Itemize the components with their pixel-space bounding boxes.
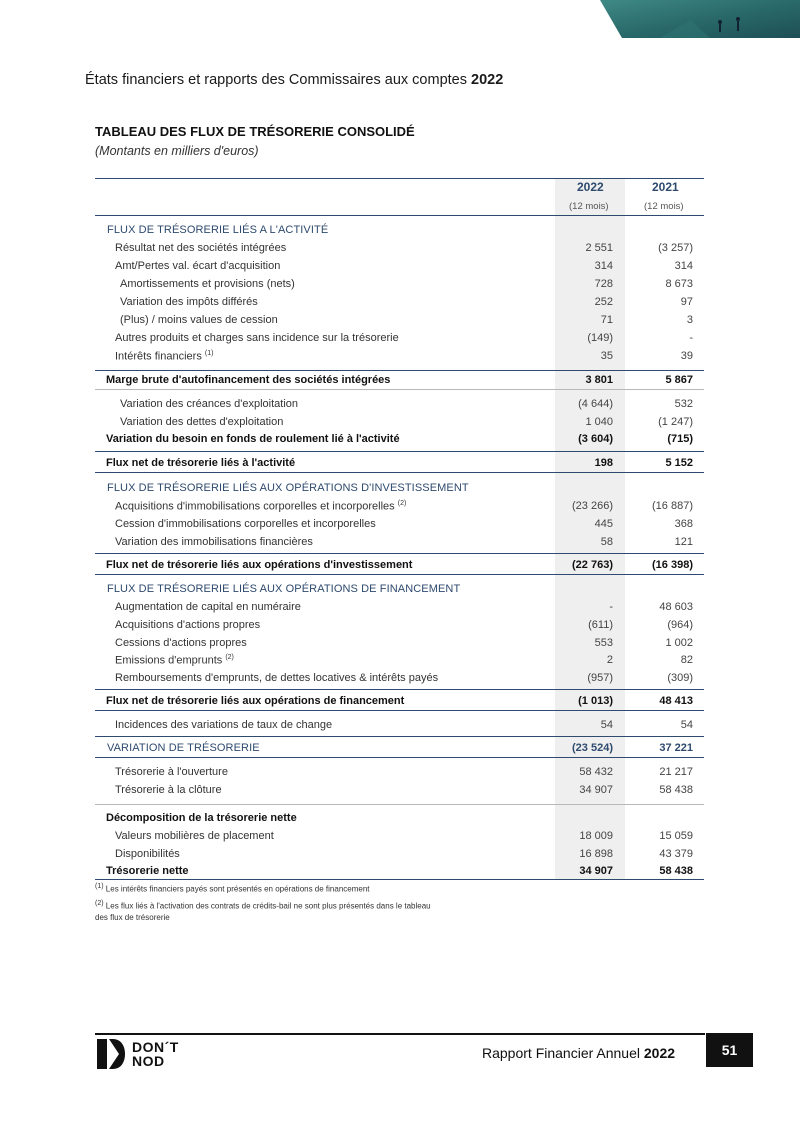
row-label: Disponibilités [115,848,180,860]
value-2022: (957) [587,672,613,684]
table-row [95,846,704,864]
column-year-2022: 2022 [577,180,604,194]
row-label: FLUX DE TRÉSORERIE LIÉS A L'ACTIVITÉ [107,224,329,236]
table-row [95,581,704,599]
table-row [95,348,704,366]
column-period-2022: (12 mois) [569,201,609,212]
row-label: Variation des dettes d'exploitation [120,416,284,428]
row-label: Flux net de trésorerie liés à l'activité [106,457,296,469]
table-row [95,670,704,688]
value-2022: 71 [600,314,613,326]
table-row [95,455,704,473]
column-year-2021: 2021 [652,180,679,194]
table-row [95,372,704,390]
table-row [95,599,704,617]
table-rule [95,370,704,371]
table-row [95,294,704,312]
value-2022: 35 [600,350,613,362]
footnote-2: $^{(2)}$ Les flux liés à l'activation des contrats de crédits-bail ne sont plus présentés dans le tableau des flux de trésorerie [95,900,431,922]
value-2021: 58 438 [659,865,693,877]
table-rule [95,178,704,179]
value-2021: 97 [680,296,693,308]
table-rule [95,215,704,216]
value-2021: (715) [667,433,693,445]
value-2021: 39 [680,350,693,362]
table-rule [95,710,704,711]
table-row [95,652,704,670]
row-label: Trésorerie à l'ouverture [115,766,228,778]
row-label: Augmentation de capital en numéraire [115,601,301,613]
table-row [95,498,704,516]
value-2021: 15 059 [659,830,693,842]
page-number: 51 [706,1033,753,1067]
value-2022: 252 [594,296,613,308]
table-rule [95,689,704,690]
value-2021: 21 217 [659,766,693,778]
table-row [95,240,704,258]
value-2022: 16 898 [579,848,613,860]
table-row [95,414,704,432]
value-2021: (3 257) [658,242,693,254]
table-row [95,740,704,758]
value-2022: 54 [600,719,613,731]
table-row [95,810,704,828]
value-2022: (22 763) [572,559,613,571]
header-year: 2022 [471,72,504,88]
row-label: Amt/Pertes val. écart d'acquisition [115,260,281,272]
table-row [95,635,704,653]
row-label: VARIATION DE TRÉSORERIE [107,742,260,754]
value-2021: 37 221 [659,742,693,754]
row-label: Marge brute d'autofinancement des sociétés intégrées [106,374,391,386]
value-2022: 1 040 [585,416,613,428]
row-label: Trésorerie à la clôture [115,784,222,796]
table-row [95,258,704,276]
table-rule [95,472,704,473]
value-2021: (1 247) [658,416,693,428]
row-label: Intérêts financiers $^{(1)}$ [115,350,214,363]
table-rule [95,451,704,452]
value-2021: 121 [674,536,693,548]
table-row [95,717,704,735]
value-2022: 2 [606,654,613,666]
row-label: Variation des immobilisations financières [115,536,313,548]
table-rule [95,574,704,575]
table-row [95,557,704,575]
value-2022: 553 [594,637,613,649]
document-header [85,72,503,88]
table-row [95,312,704,330]
table-row [95,782,704,800]
value-2022: (23 524) [572,742,613,754]
table-row [95,693,704,711]
table-row [95,828,704,846]
value-2021: 82 [680,654,693,666]
value-2021: 48 603 [659,601,693,613]
row-label: Emissions d'emprunts $^{(2)}$ [115,654,234,667]
value-2022: - [609,601,613,613]
row-label: Acquisitions d'immobilisations corporelles et incorporelles $^{(2)}$ [115,500,407,513]
row-label: Acquisitions d'actions propres [115,619,261,631]
header-corner-image [600,0,800,38]
value-2021: (16 887) [652,500,693,512]
row-label: Cessions d'actions propres [115,637,247,649]
value-2021: 54 [680,719,693,731]
table-row [95,330,704,348]
value-2021: (16 398) [652,559,693,571]
value-2022: (149) [587,332,613,344]
value-2021: - [689,332,693,344]
footnote-1: $^{(1)}$ Les intérêts financiers payés sont présentés en opérations de financement [95,883,370,894]
row-label: Flux net de trésorerie liés aux opérations d'investissement [106,559,413,571]
value-2022: 34 907 [579,784,613,796]
table-row [95,276,704,294]
value-2021: (964) [667,619,693,631]
row-label: Valeurs mobilières de placement [115,830,274,842]
value-2021: 532 [674,398,693,410]
row-label: Flux net de trésorerie liés aux opérations de financement [106,695,405,707]
table-row [95,534,704,552]
value-2022: 3 801 [585,374,613,386]
value-2021: 1 002 [665,637,693,649]
footer-report-title: Rapport Financier Annuel 2022 [482,1045,676,1061]
value-2022: 58 432 [579,766,613,778]
logo-text: DON´T NOD [132,1039,179,1069]
value-2022: 18 009 [579,830,613,842]
value-2021: 8 673 [665,278,693,290]
value-2022: (4 644) [578,398,613,410]
row-label: Cession d'immobilisations corporelles et incorporelles [115,518,376,530]
table-row [95,516,704,534]
row-label: Variation du besoin en fonds de roulement lié à l'activité [106,433,400,445]
row-label: Variation des créances d'exploitation [120,398,299,410]
value-2021: 368 [674,518,693,530]
value-2021: 48 413 [659,695,693,707]
row-label: Variation des impôts différés [120,296,258,308]
value-2022: (3 604) [578,433,613,445]
value-2021: 58 438 [659,784,693,796]
value-2022: 445 [594,518,613,530]
row-label: FLUX DE TRÉSORERIE LIÉS AUX OPÉRATIONS DE FINANCEMENT [107,583,461,595]
table-subtitle: (Montants en milliers d'euros) [95,144,259,158]
row-label: Amortissements et provisions (nets) [120,278,295,290]
value-2022: 314 [594,260,613,272]
row-label: Trésorerie nette [106,865,189,877]
table-row [95,396,704,414]
header-title: États financiers et rapports des Commissaires aux comptes [85,72,467,88]
row-label: (Plus) / moins values de cession [120,314,278,326]
value-2021: (309) [667,672,693,684]
row-label: Autres produits et charges sans incidence sur la trésorerie [115,332,399,344]
value-2021: 5 152 [665,457,693,469]
value-2022: (23 266) [572,500,613,512]
table-row [95,222,704,240]
table-row [95,764,704,782]
table-rule [95,389,704,390]
table-row [95,480,704,498]
column-period-2021: (12 mois) [644,201,684,212]
row-label: Incidences des variations de taux de change [115,719,333,731]
table-rule [95,553,704,554]
value-2022: (611) [588,619,613,631]
row-label: Décomposition de la trésorerie nette [106,812,297,824]
value-2021: 314 [674,260,693,272]
value-2021: 43 379 [659,848,693,860]
value-2022: 34 907 [579,865,613,877]
row-label: FLUX DE TRÉSORERIE LIÉS AUX OPÉRATIONS D'INVESTISSEMENT [107,482,469,494]
value-2022: 2 551 [585,242,613,254]
table-title: TABLEAU DES FLUX DE TRÉSORERIE CONSOLIDÉ [95,124,415,139]
value-2022: 198 [594,457,613,469]
table-rule [95,736,704,737]
table-row [95,617,704,635]
table-rule [95,804,704,805]
table-row [95,431,704,449]
value-2022: (1 013) [578,695,613,707]
table-rule [95,757,704,758]
footer-rule [95,1033,705,1035]
value-2021: 5 867 [665,374,693,386]
table-rule [95,879,704,880]
row-label: Remboursements d'emprunts, de dettes locatives & intérêts payés [115,672,439,684]
value-2021: 3 [686,314,693,326]
row-label: Résultat net des sociétés intégrées [115,242,287,254]
value-2022: 728 [594,278,613,290]
dont-nod-logo-icon [97,1039,125,1069]
value-2022: 58 [600,536,613,548]
